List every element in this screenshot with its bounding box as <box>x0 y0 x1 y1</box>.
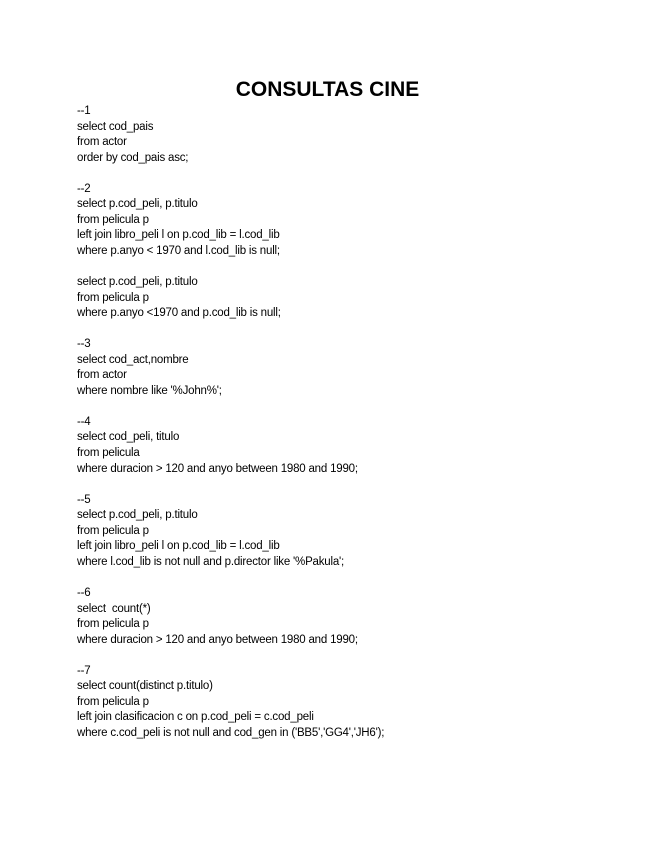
text-line: select p.cod_peli, p.titulo <box>77 509 198 522</box>
text-line: where p.anyo < 1970 and l.cod_lib is null; <box>77 244 280 257</box>
query-block-7 <box>77 664 637 742</box>
text-line: left join libro_peli l on p.cod_lib = l.cod_lib <box>77 229 280 242</box>
text-line: from pelicula p <box>77 524 149 537</box>
text-line: where p.anyo <1970 and p.cod_lib is null; <box>77 307 281 320</box>
query-block-2-alternative <box>77 275 637 322</box>
text-line: order by cod_pais asc; <box>77 151 189 164</box>
query-block-6 <box>77 586 637 648</box>
text-line: from pelicula p <box>77 213 149 226</box>
text-line: from actor <box>77 136 127 149</box>
query-block-2 <box>77 182 637 260</box>
text-line: select cod_pais <box>77 120 154 133</box>
text-line: select p.cod_peli, p.titulo <box>77 198 198 211</box>
text-line: select p.cod_peli, p.titulo <box>77 276 198 289</box>
text-line: where nombre like '%John%'; <box>77 384 222 397</box>
text-line: select count(distinct p.titulo) <box>77 680 213 693</box>
text-line: select count(*) <box>77 602 151 615</box>
query-block-4 <box>77 415 637 477</box>
text-line: from pelicula p <box>77 695 149 708</box>
text-line: where duracion > 120 and anyo between 1980 and 1990; <box>77 633 358 646</box>
text-line: where duracion > 120 and anyo between 1980 and 1990; <box>77 462 358 475</box>
query-block-5 <box>77 493 637 571</box>
query-block-1 <box>77 104 637 166</box>
text-line: select cod_peli, titulo <box>77 431 180 444</box>
text-line: --7 <box>77 664 91 677</box>
text-line: --4 <box>77 415 91 428</box>
text-line: --5 <box>77 493 91 506</box>
text-line: from pelicula p <box>77 291 149 304</box>
text-line: left join libro_peli l on p.cod_lib = l.cod_lib <box>77 540 280 553</box>
text-line: --2 <box>77 182 91 195</box>
text-line: --6 <box>77 586 91 599</box>
text-line: from pelicula p <box>77 618 149 631</box>
text-line: from actor <box>77 369 127 382</box>
text-line: --1 <box>77 105 91 117</box>
text-line: where c.cod_peli is not null and cod_gen in ('BB5','GG4','JH6'); <box>77 726 385 739</box>
query-block-3 <box>77 337 637 399</box>
document-body <box>77 104 637 757</box>
text-line: --3 <box>77 338 91 351</box>
text-line: left join clasificacion c on p.cod_peli = c.cod_peli <box>77 711 314 724</box>
text-line: from pelicula <box>77 447 140 460</box>
text-line: select cod_act,nombre <box>77 353 189 366</box>
document-title: CONSULTAS CINE <box>235 78 420 101</box>
text-line: where l.cod_lib is not null and p.director like '%Pakula'; <box>77 555 345 568</box>
